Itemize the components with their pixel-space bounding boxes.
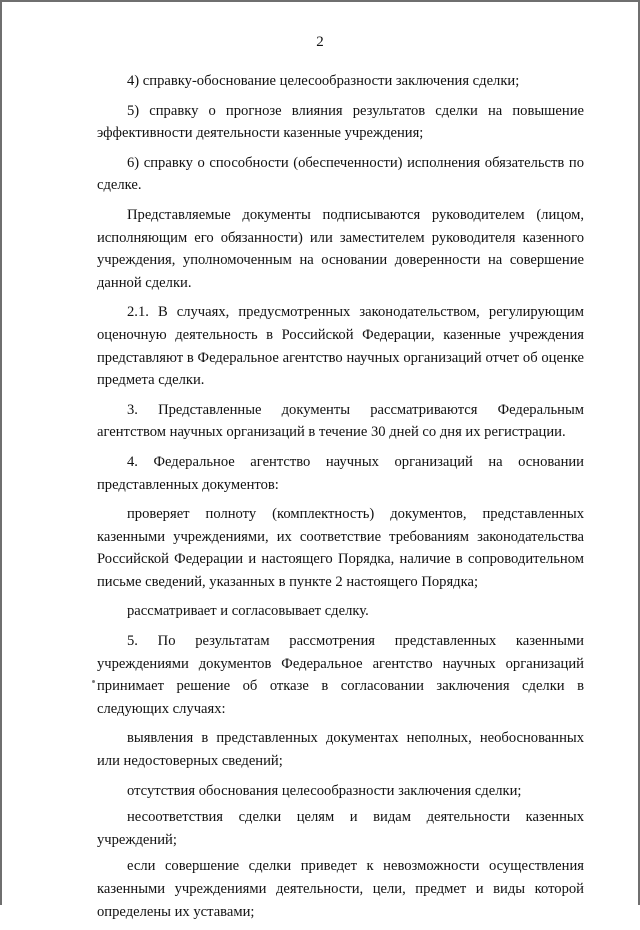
paragraph-item-5: 5) справку о прогнозе влияния результатов сделки на повышение эффективности деятельности казенные учреждения; [97, 102, 584, 142]
scan-speck [92, 680, 95, 683]
paragraph-4: 4. Федеральное агентство научных организаций на основании представленных документов: [97, 453, 584, 493]
paragraph-2-1: 2.1. В случаях, предусмотренных законодательством, регулирующим оценочную деятельность в Российской Федерации, казенные учреждения представляют в Федеральное агентство научных организаций отчет об оценке предмета сделки. [97, 304, 584, 389]
paragraph-case-impossibility: если совершение сделки приведет к невозможности осуществления казенными учреждениями деятельности, цели, предмет и виды которой определены их уставами; [97, 858, 584, 920]
paragraph-case-mismatch: несоответствия сделки целям и видам деятельности казенных учреждений; [97, 809, 584, 848]
paragraph-case-incomplete: выявления в представленных документах неполных, необоснованных или недостоверных сведений; [97, 730, 584, 770]
paragraph-approves: рассматривает и согласовывает сделку. [127, 603, 369, 620]
paragraph-signing: Представляемые документы подписываются руководителем (лицом, исполняющим его обязанности) или заместителем руководителя казенного учреждения, уполномоченным на основании доверенности на совершение данной сделки. [97, 206, 584, 291]
scan-top-edge [0, 0, 640, 2]
document-body [97, 70, 584, 930]
paragraph-item-4: 4) справку-обоснование целесообразности заключения сделки; [127, 73, 520, 89]
paragraph-3: 3. Представленные документы рассматриваются Федеральным агентством научных организаций в течение 30 дней со дня их регистрации. [97, 401, 584, 441]
scan-left-edge [0, 0, 2, 905]
paragraph-case-no-justification: отсутствия обоснования целесообразности заключения сделки; [127, 782, 522, 799]
paragraph-item-6: 6) справку о способности (обеспеченности) исполнения обязательств по сделке. [97, 154, 584, 194]
page-number: 2 [316, 34, 324, 50]
paragraph-5: 5. По результатам рассмотрения представленных казенными учреждениями документов Федеральное агентство научных организаций принимает решение об отказе в согласовании заключения сделки в следующих случаях: [97, 633, 584, 717]
paragraph-checks: проверяет полноту (комплектность) документов, представленных казенными учреждениями, их соответствие требованиям законодательства Российской Федерации и настоящего Порядка, наличие в сопроводительном письме сведений, указанных в пункте 2 настоящего Порядка; [97, 506, 584, 590]
